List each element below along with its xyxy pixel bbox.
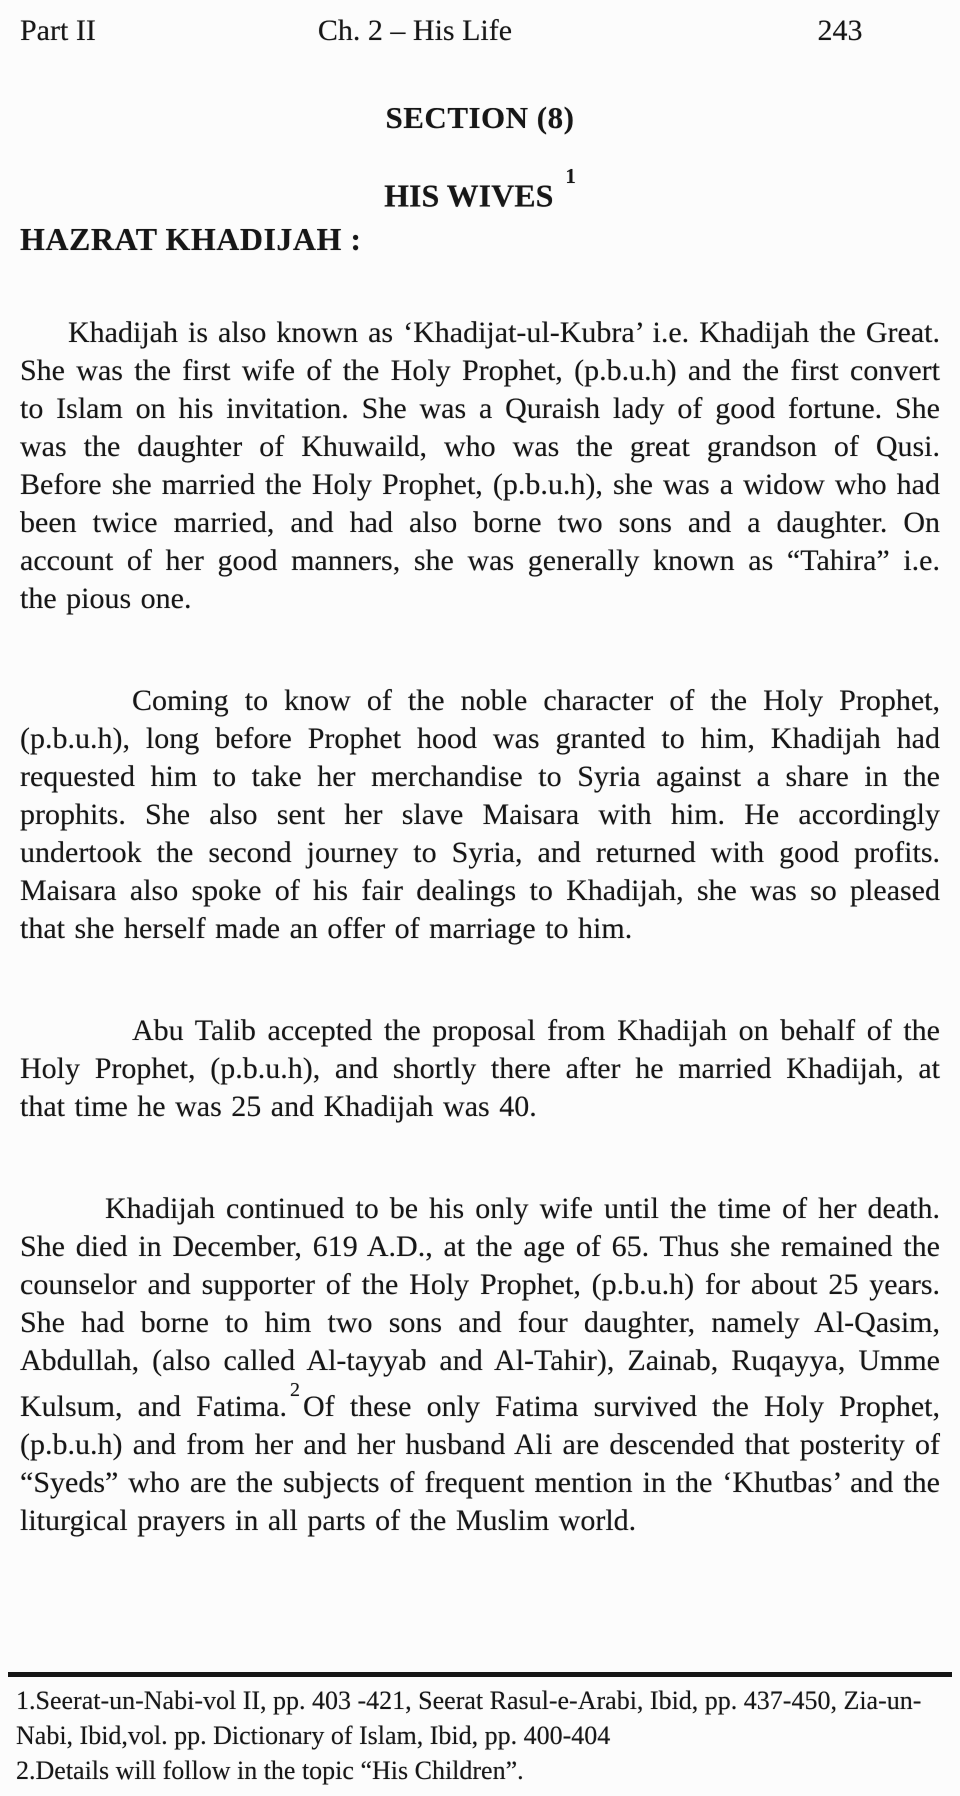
page-title: HIS WIVES xyxy=(384,177,554,214)
footnote-2: 2.Details will follow in the topic “His Children”. xyxy=(16,1756,524,1785)
section-heading: SECTION (8) xyxy=(385,100,575,135)
paragraph-3: Abu Talib accepted the proposal from Khadijah on behalf of the Holy Prophet, (p.b.u.h), and shortly there after he married Khadijah, at that time he was 25 and Khadijah was 40. xyxy=(20,1013,940,1123)
running-header xyxy=(20,14,940,48)
paragraph-2: Coming to know of the noble character of the Holy Prophet, (p.b.u.h), long before Prophet hood was granted to him, Khadijah had requested him to take her merchandise to Syria against a share in the prophits. She also sent her slave Maisara with him. He accordingly undertook the second journey to Syria, and returned with good profits. Maisara also spoke of his fair dealings to Khadijah, she was so pleased that she herself made an offer of marriage to him. xyxy=(20,683,940,945)
paragraph-4-text-after-ref: Of these only Fatima survived the Holy Prophet, (p.b.u.h) and from her and her husband Ali are descended that posterity of “Syeds” who are the subjects of frequent mention in the ‘Khutbas’ and the liturgical prayers in all parts of the Muslim world. xyxy=(20,1389,940,1537)
paragraph-1: Khadijah is also known as ‘Khadijat-ul-Kubra’ i.e. Khadijah the Great. She was the first wife of the Holy Prophet, (p.b.u.h) and the first convert to Islam on his invitation. She was a Quraish lady of good fortune. She was the daughter of Khuwaild, who was the great grandson of Qusi. Before she married the Holy Prophet, (p.b.u.h), she was a widow who had been twice married, and had also borne two sons and a daughter. On account of her good manners, she was generally known as “Tahira” i.e. the pious one. xyxy=(20,315,940,615)
title-block xyxy=(20,164,940,215)
footnote-ref-2: 2 xyxy=(290,1378,300,1401)
title-footnote-ref: 1 xyxy=(565,164,576,188)
header-chapter-label: Ch. 2 – His Life xyxy=(317,14,513,47)
paragraph-4 xyxy=(20,1190,940,1540)
header-part-label: Part II xyxy=(20,14,96,47)
subheading-hazrat-khadijah: HAZRAT KHADIJAH : xyxy=(20,220,362,257)
footnote-block xyxy=(8,1672,952,1788)
footnote-divider xyxy=(8,1672,952,1677)
paragraph-4-text-before-ref: Khadijah continued to be his only wife until the time of her death. She died in December, 619 A.D., at the age of 65. Thus she remained the counselor and supporter of the Holy Prophet, (p.b.u.h) for about 25 years. She had borne to him two sons and four daughter, namely Al-Qasim, Abdullah, (also called Al-tayyab and Al-Tahir), Zainab, Ruqayya, Umme Kulsum, and Fatima. xyxy=(20,1191,940,1423)
header-page-number: 243 xyxy=(817,14,863,47)
footnote-1: 1.Seerat-un-Nabi-vol II, pp. 403 -421, Seerat Rasul-e-Arabi, Ibid, pp. 437-450, Zia-un-Nabi, Ibid,vol. pp. Dictionary of Islam, Ibid, pp. 400-404 xyxy=(16,1686,922,1750)
